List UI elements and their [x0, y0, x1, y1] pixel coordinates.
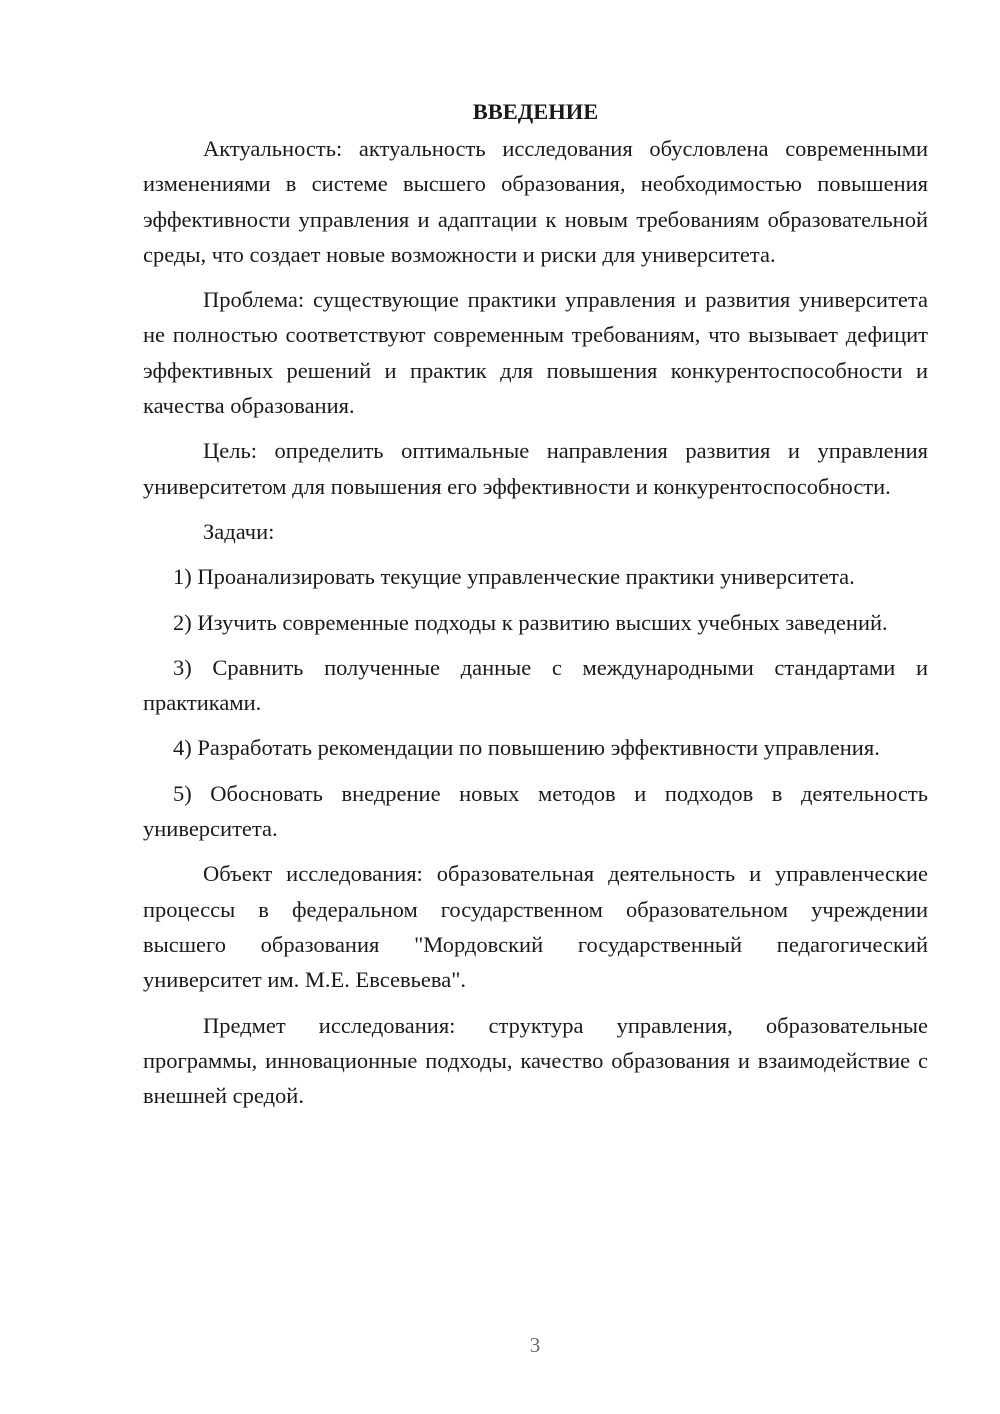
task-item-2: 2) Изучить современные подходы к развитию высших учебных заведений. — [173, 609, 888, 635]
section-heading: ВВЕДЕНИЕ — [472, 99, 599, 124]
object-paragraph: Объект исследования: образовательная деятельность и управленческие процессы в федеральном государственном образовательном учреждении высшего образования "Мордовский государственный педагогический университет им. М.Е. Евсевьева". — [143, 861, 928, 993]
task-item-3: 3) Сравнить полученные данные с международными стандартами и практиками. — [143, 654, 928, 716]
task-item-1: 1) Проанализировать текущие управленческие практики университета. — [173, 564, 855, 590]
problem-paragraph: Проблема: существующие практики управления и развития университета не полностью соответствуют современным требованиям, что вызывает дефицит эффективных решений и практик для повышения конкурентоспособности и качества образования. — [143, 287, 928, 419]
task-item-5: 5) Обосновать внедрение новых методов и подходов в деятельность университета. — [143, 780, 928, 842]
page-number: 3 — [529, 1333, 541, 1357]
subject-paragraph: Предмет исследования: структура управления, образовательные программы, инновационные подходы, качество образования и взаимодействие с внешней средой. — [143, 1012, 928, 1109]
goal-paragraph: Цель: определить оптимальные направления развития и управления университетом для повышения его эффективности и конкурентоспособности. — [143, 438, 928, 499]
relevance-paragraph: Актуальность: актуальность исследования обусловлена современными изменениями в системе высшего образования, необходимостью повышения эффективности управления и адаптации к новым требованиям образовательной среды, что создает новые возможности и риски для университета. — [143, 136, 928, 267]
page-content — [143, 95, 928, 1123]
tasks-label: Задачи: — [203, 518, 275, 544]
task-item-4: 4) Разработать рекомендации по повышению эффективности управления. — [173, 735, 880, 761]
